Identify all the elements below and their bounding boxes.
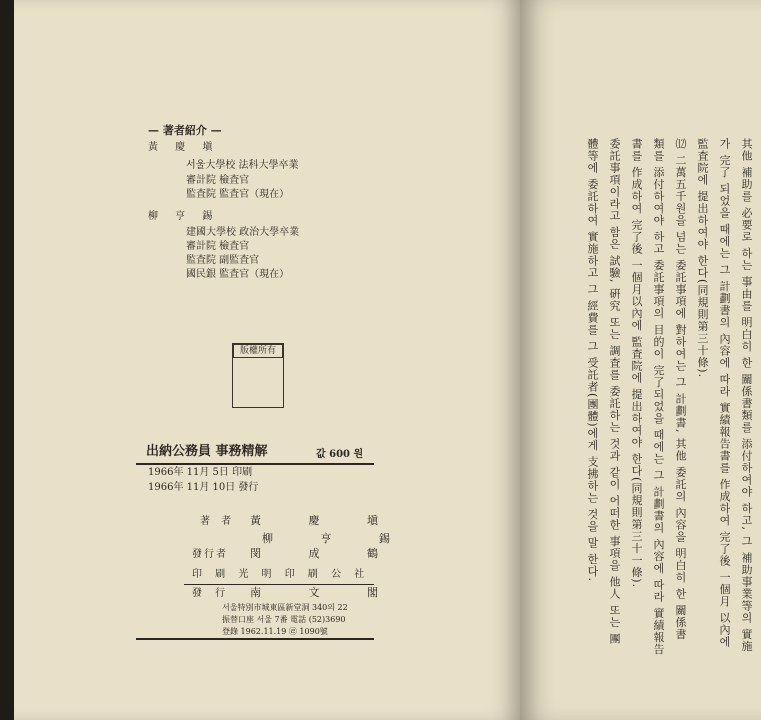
publish-date: 1966年 11月 10日 發行 [148, 482, 259, 493]
publisher-phone: 振替口座 서울 7番 電話 (52)3690 [222, 615, 346, 624]
vertical-text-column: 監査院에 提出하여야 한다(同規則第三十條). [696, 138, 709, 379]
vertical-text-column: 體等에 委託하여 實施하고 그 經費를 그 受託者(團體)에게 支拂하는 것을 말 한다. [586, 138, 599, 583]
print-date: 1966年 11月 5日 印刷 [148, 467, 253, 478]
copyright-stamp-label: 版權所有 [233, 344, 283, 358]
registration-number: 登錄 1962.11.19 ㉣ 1090號 [222, 627, 328, 636]
vertical-text-column: 委託事項이라고 함은 試驗, 硏究 또는 調査를 委託하는 것과 같이 어떠한 事項을 他人 또는 團 [608, 138, 621, 645]
publishing-house-name: 南 文 閣 [250, 586, 400, 599]
vertical-text-column: 類를 添付하여야 하고 委託事項의 目的이 完了되었을 때에는 그 計劃書의 內容에 따라 實績報告 [652, 138, 665, 656]
author-intro-heading: — 著者紹介 — [148, 124, 222, 137]
publisher-name: 閔 成 鶴 [250, 547, 400, 560]
printer-rule [184, 584, 374, 585]
printer-line: 印 刷 光 明 印 刷 公 社 [192, 569, 370, 580]
colophon-author1: 黃 慶 塡 [250, 514, 400, 527]
copyright-stamp-box [232, 343, 284, 408]
author1-career-line: 監査院 監査官（現在） [186, 189, 290, 200]
publishing-house-label: 發 行 [192, 588, 231, 599]
publisher-address: 서울特別市城東區新堂洞 340의 22 [222, 603, 348, 612]
author2-career-line: 監査院 副監査官 [186, 255, 260, 266]
author1-career-line: 審計院 檢査官 [186, 175, 250, 186]
vertical-text-column: 書를 作成하여 完了後 一個月以內에 監査院에 提出하여야 한다(同規則第三十一條). [630, 138, 643, 589]
vertical-text-column: 其他 補助를 必要로 하는 事由를 明白히 한 關係書類를 添付하여야 하고, 그 補助事業等의 實施 [740, 138, 753, 653]
author2-career-line: 國民銀 監査官（現在） [186, 269, 290, 280]
author2-name: 柳 亨 錫 [148, 211, 220, 222]
publisher-label: 發行者 [192, 549, 228, 560]
author1-career-line: 서울大學校 法科大學卒業 [186, 160, 299, 171]
colophon-top-rule [136, 463, 374, 465]
colophon-bottom-rule [136, 638, 374, 640]
author1-name: 黃 慶 塡 [148, 142, 220, 153]
authors-label: 著 者 [200, 516, 236, 527]
author2-career-line: 審計院 檢査官 [186, 241, 250, 252]
book-price: 값 600 원 [316, 449, 364, 460]
colophon-author2: 柳 亨 錫 [262, 532, 412, 545]
book-title: 出納公務員 事務精解 [146, 444, 268, 459]
book-cover-edge [0, 0, 14, 720]
vertical-text-column: 가 完了 되었을 때에는 그 計劃書의 內容에 따라 實績報告書를 作成하여 完了後 一個月 以內에 [718, 138, 731, 648]
vertical-text-column: ⑿ 二萬五千원을 넘는 委託事項에 對하여는 그 計劃書, 其他 委託의 內容을 明白히 한 關係書 [674, 138, 687, 641]
author2-career-line: 建國大學校 政治大學卒業 [186, 227, 300, 238]
